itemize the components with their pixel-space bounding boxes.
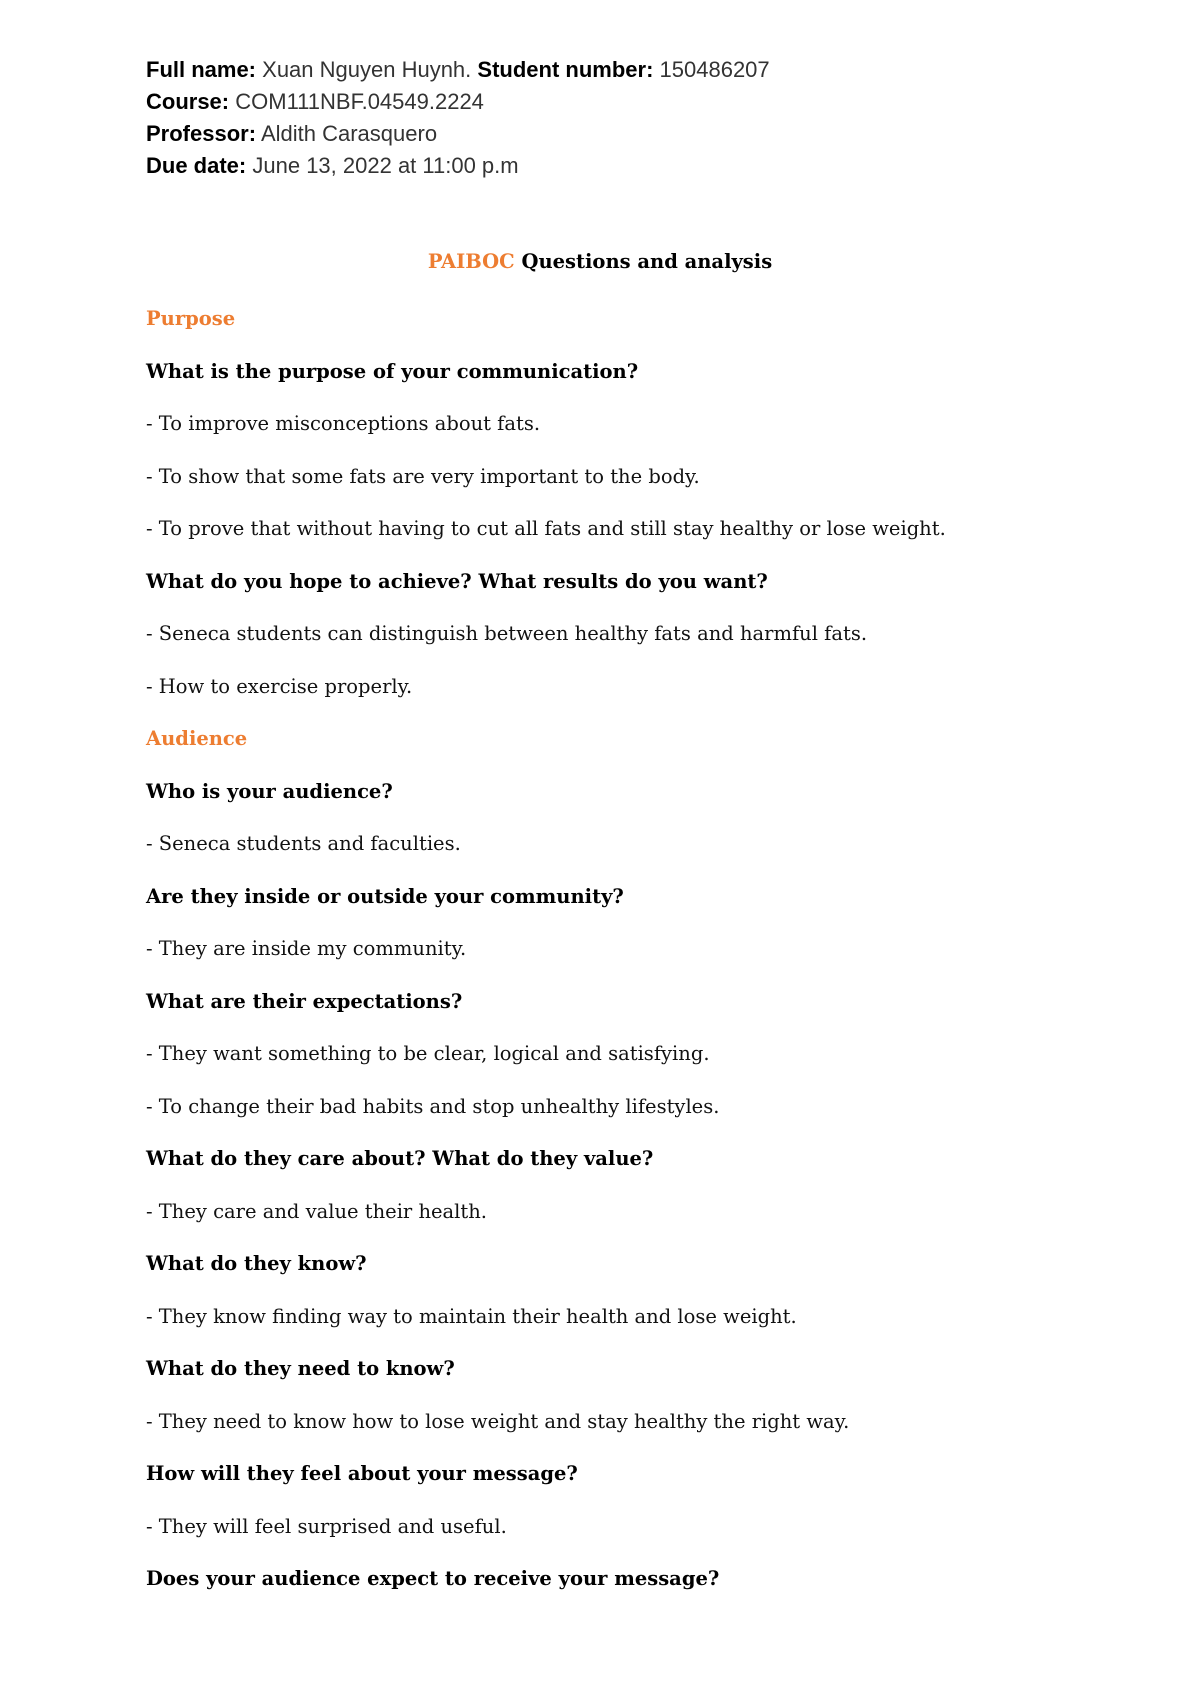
course-label: Course: (146, 89, 230, 114)
professor-label: Professor: (146, 121, 257, 146)
question: What do they know? (146, 1252, 367, 1275)
answer: - They are inside my community. (146, 937, 467, 960)
answer: - Seneca students and faculties. (146, 832, 461, 855)
question: How will they feel about your message? (146, 1462, 578, 1485)
professor-row (146, 118, 770, 150)
full-name-value: Xuan Nguyen Huynh. (262, 57, 472, 82)
course-row (146, 86, 770, 118)
answer: - They want something to be clear, logical and satisfying. (146, 1042, 710, 1065)
title-rest: Questions and analysis (521, 250, 773, 273)
name-row (146, 54, 770, 86)
due-date-row (146, 150, 770, 182)
full-name-label: Full name: (146, 57, 257, 82)
question: Are they inside or outside your community? (146, 884, 624, 908)
answer: - How to exercise properly. (146, 674, 413, 698)
student-info-header (146, 54, 770, 182)
answer: - They need to know how to lose weight and stay healthy the right way. (146, 1409, 850, 1433)
section-heading-audience: Audience (146, 727, 248, 750)
question: What is the purpose of your communication? (146, 359, 639, 383)
answer: - They care and value their health. (146, 1199, 488, 1223)
answer: - They know finding way to maintain their health and lose weight. (146, 1304, 797, 1328)
question: What are their expectations? (146, 989, 463, 1013)
answer: - To improve misconceptions about fats. (146, 412, 541, 435)
student-number-value: 150486207 (659, 57, 770, 82)
question: Does your audience expect to receive your message? (146, 1567, 720, 1590)
document-body (146, 306, 1100, 1619)
student-number-label: Student number: (477, 57, 654, 82)
answer: - They will feel surprised and useful. (146, 1514, 507, 1538)
question: What do they need to know? (146, 1357, 455, 1380)
document-title (0, 249, 1200, 275)
section-heading-purpose: Purpose (146, 307, 236, 330)
answer: - To show that some fats are very important to the body. (146, 464, 700, 488)
question: What do they care about? What do they value? (146, 1147, 654, 1170)
answer: - To prove that without having to cut all fats and still stay healthy or lose weight. (146, 517, 946, 540)
professor-value: Aldith Carasquero (260, 121, 438, 146)
answer: - Seneca students can distinguish between healthy fats and harmful fats. (146, 622, 868, 645)
answer: - To change their bad habits and stop unhealthy lifestyles. (146, 1094, 720, 1118)
title-accent: PAIBOC (427, 250, 515, 273)
question: What do you hope to achieve? What results do you want? (146, 569, 768, 593)
due-date-label: Due date: (146, 153, 247, 178)
due-date-value: June 13, 2022 at 11:00 p.m (252, 153, 519, 178)
course-value: COM111NBF.04549.2224 (235, 89, 484, 114)
question: Who is your audience? (146, 779, 393, 803)
